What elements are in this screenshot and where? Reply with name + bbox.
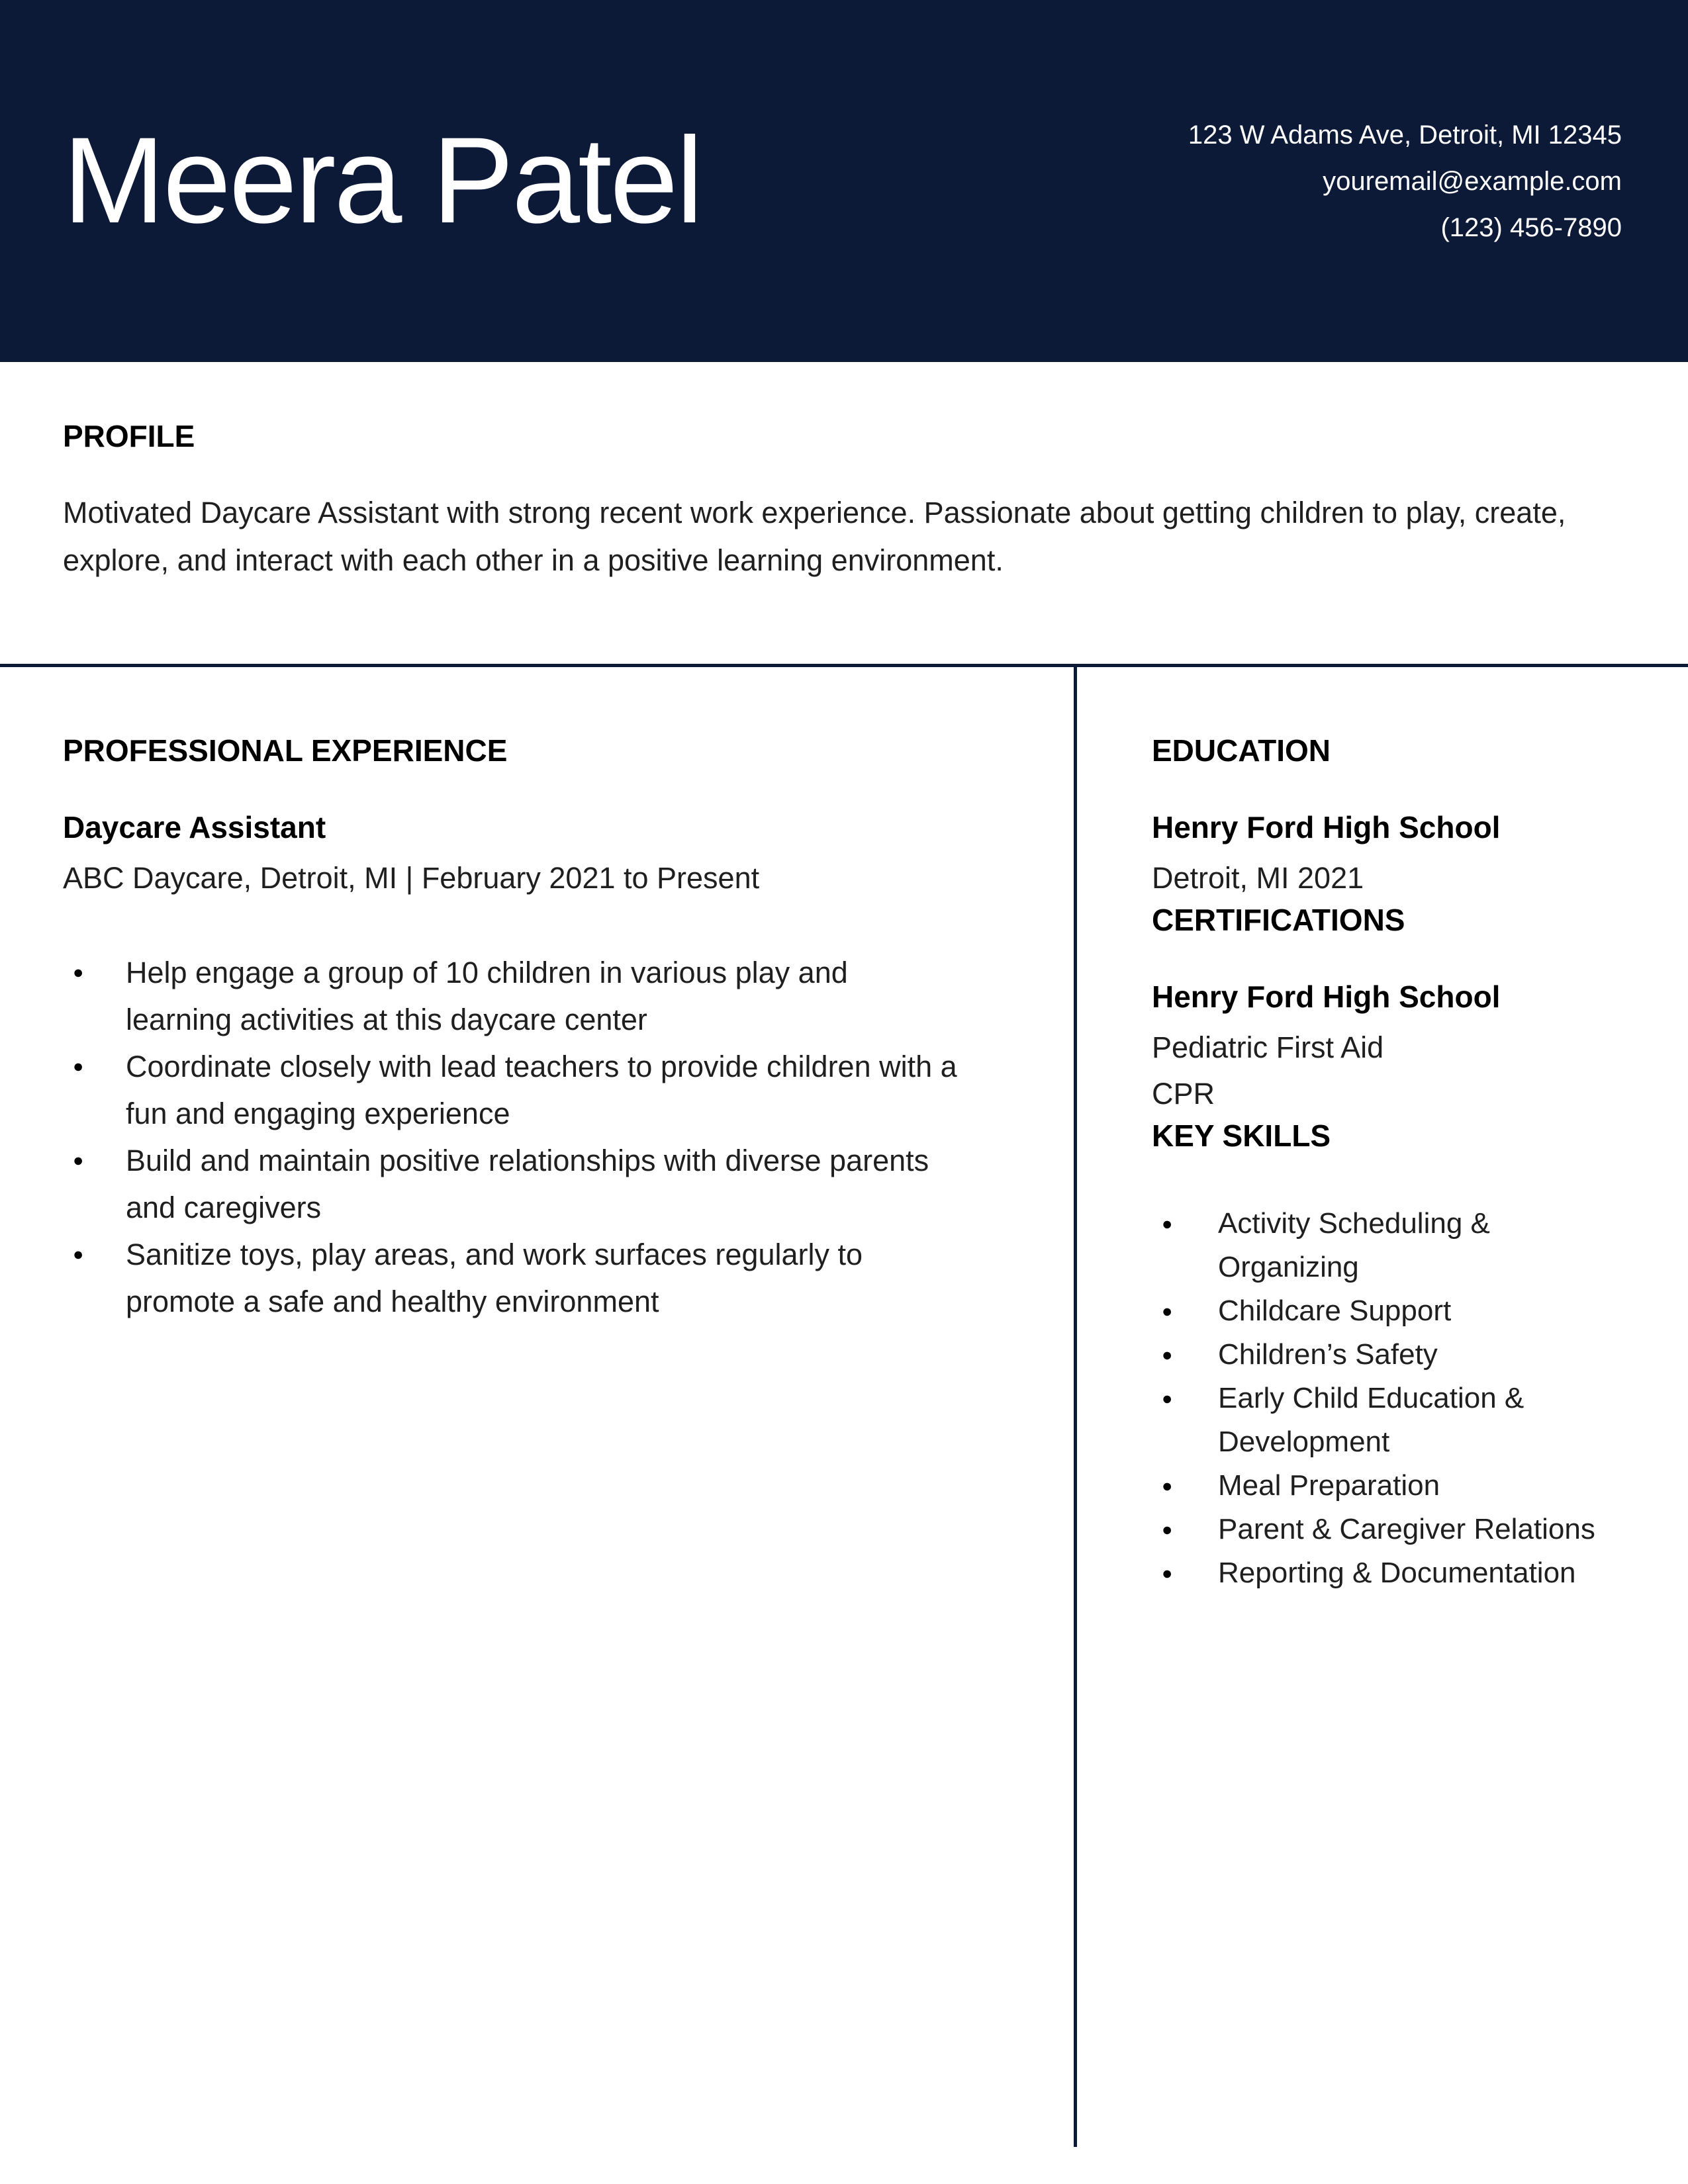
bullet-icon: ● <box>73 1244 84 1264</box>
experience-bullet <box>73 1137 961 1231</box>
bullet-icon: ● <box>73 1056 84 1076</box>
bullet-icon: ● <box>73 1150 84 1170</box>
experience-bullet-text: Help engage a group of 10 children in various play and learning activities at this daycare center <box>126 956 848 1036</box>
person-name: Meera Patel <box>63 113 702 249</box>
skill-text: Reporting & Documentation <box>1218 1557 1576 1589</box>
skill-item <box>1162 1508 1628 1551</box>
profile-heading: PROFILE <box>63 419 195 453</box>
skill-item <box>1162 1551 1628 1595</box>
skill-item <box>1162 1333 1628 1377</box>
sidebar-column <box>1077 667 1688 2147</box>
skill-text: Children’s Safety <box>1218 1338 1438 1371</box>
certification-item: CPR <box>1152 1077 1215 1111</box>
skill-text: Early Child Education & Development <box>1218 1382 1524 1458</box>
skill-item <box>1162 1377 1628 1464</box>
job-title: Daycare Assistant <box>63 810 326 844</box>
skill-item <box>1162 1289 1628 1333</box>
certifications-heading: CERTIFICATIONS <box>1152 903 1405 937</box>
header <box>0 0 1688 362</box>
profile-section <box>0 362 1688 584</box>
skill-text: Childcare Support <box>1218 1295 1452 1327</box>
bullet-icon: ● <box>1162 1214 1173 1234</box>
bullet-icon: ● <box>1162 1388 1173 1408</box>
education-detail: Detroit, MI 2021 <box>1152 861 1364 895</box>
bullet-icon: ● <box>1162 1301 1173 1321</box>
experience-bullet <box>73 949 961 1043</box>
skill-text: Parent & Caregiver Relations <box>1218 1513 1595 1545</box>
two-column-body <box>0 667 1688 2147</box>
bullet-icon: ● <box>1162 1476 1173 1496</box>
job-meta: ABC Daycare, Detroit, MI | February 2021 to Present <box>63 861 760 895</box>
experience-bullet-text: Sanitize toys, play areas, and work surfaces regularly to promote a safe and healthy environment <box>126 1238 863 1318</box>
experience-bullet <box>73 1043 961 1137</box>
experience-heading: PROFESSIONAL EXPERIENCE <box>63 733 508 768</box>
experience-bullet-text: Coordinate closely with lead teachers to provide children with a fun and engaging experience <box>126 1050 957 1130</box>
experience-bullet <box>73 1231 961 1325</box>
experience-column <box>0 667 1077 2147</box>
contact-phone: (123) 456-7890 <box>1440 212 1622 242</box>
bullet-icon: ● <box>73 962 84 982</box>
certification-item: Pediatric First Aid <box>1152 1030 1384 1064</box>
contact-info <box>1188 112 1622 251</box>
education-school: Henry Ford High School <box>1152 810 1501 844</box>
skill-item <box>1162 1202 1628 1289</box>
profile-text: Motivated Daycare Assistant with strong recent work experience. Passionate about getting children to play, create, explore, and interact with each other in a positive learning environment. <box>63 496 1566 577</box>
key-skills-heading: KEY SKILLS <box>1152 1118 1331 1153</box>
experience-bullet-list <box>63 949 961 1325</box>
education-heading: EDUCATION <box>1152 733 1331 768</box>
skill-text: Meal Preparation <box>1218 1469 1440 1502</box>
key-skills-list <box>1152 1202 1628 1595</box>
skill-item <box>1162 1464 1628 1508</box>
bullet-icon: ● <box>1162 1520 1173 1539</box>
skill-text: Activity Scheduling & Organizing <box>1218 1207 1490 1283</box>
experience-bullet-text: Build and maintain positive relationships with diverse parents and caregivers <box>126 1144 929 1224</box>
contact-address: 123 W Adams Ave, Detroit, MI 12345 <box>1188 120 1622 150</box>
bullet-icon: ● <box>1162 1563 1173 1583</box>
bullet-icon: ● <box>1162 1345 1173 1365</box>
contact-email: youremail@example.com <box>1323 166 1622 196</box>
certifications-org: Henry Ford High School <box>1152 979 1501 1014</box>
